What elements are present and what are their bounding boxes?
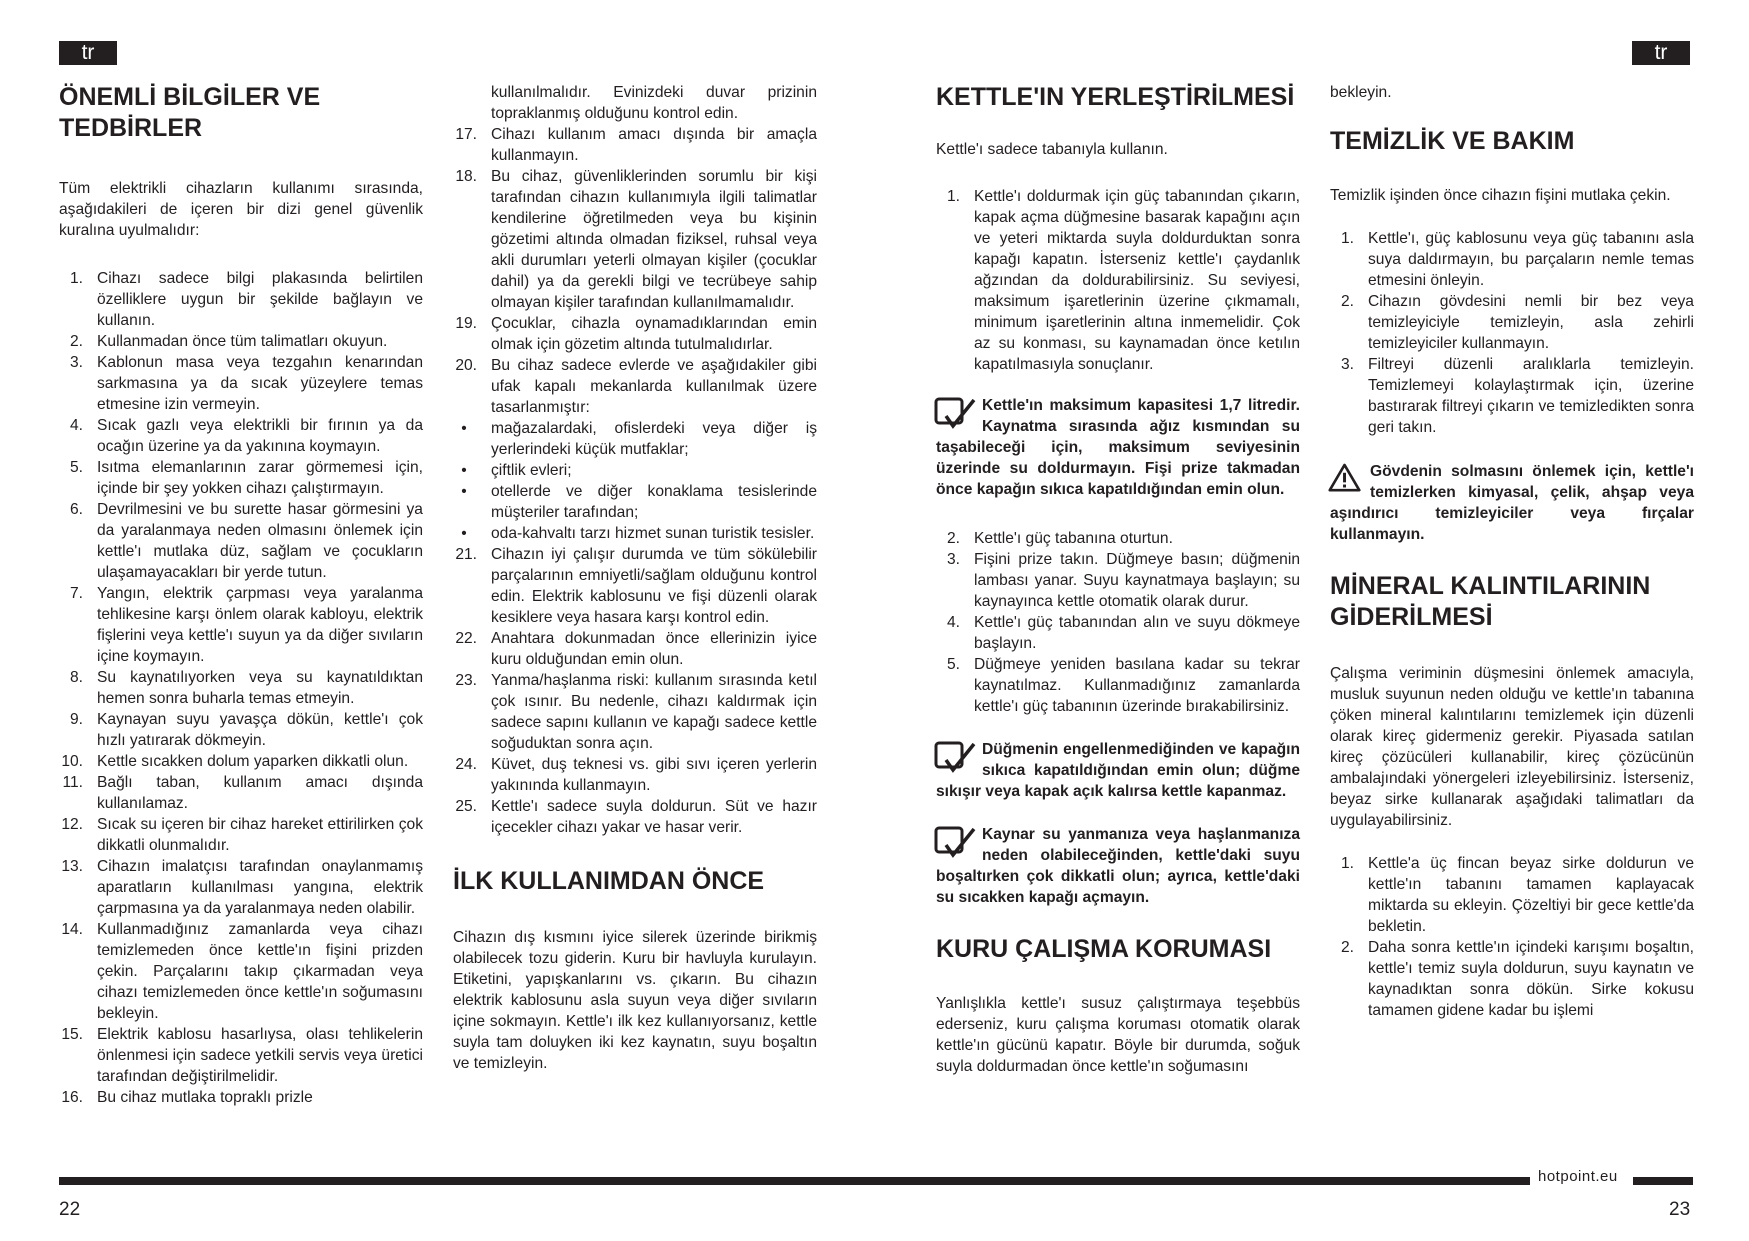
item-number: 19. xyxy=(455,315,477,332)
list-item xyxy=(59,583,423,667)
section-title-cleaning: TEMİZLİK VE BAKIM xyxy=(1330,127,1575,155)
list-item xyxy=(59,667,423,709)
list-item xyxy=(59,1024,423,1087)
item-text: Su kaynatılıyorken veya su kaynatıldıktan hemen sonra buharla temas etmeyin. xyxy=(97,669,423,707)
item-number: 4. xyxy=(69,417,83,434)
column-2 xyxy=(453,82,817,1096)
item-text: Çocuklar, cihazla oynamadıklarından emin olmak için gözetim altında tutulmalıdırlar. xyxy=(491,315,817,353)
safety-list xyxy=(59,268,423,1108)
page-number-right: 23 xyxy=(1669,1199,1691,1220)
list-item xyxy=(453,355,817,418)
item-text: Yangın, elektrik çarpması veya yaralanma tehlikesine karşı önlem olarak kabloyu, elektrik fişlerini veya kettle'ı suyun ya da diğer sıvıların içine koymayın. xyxy=(97,585,423,665)
item-number: 3. xyxy=(69,354,83,371)
item-number: 22. xyxy=(455,630,477,647)
list-item xyxy=(1330,853,1694,937)
list-item xyxy=(59,268,423,331)
list-item xyxy=(59,352,423,415)
language-tag-left: tr xyxy=(59,41,117,65)
list-item xyxy=(936,549,1300,612)
list-item xyxy=(1330,937,1694,1021)
list-item xyxy=(936,654,1300,717)
item-number: 23. xyxy=(455,672,477,689)
item-number: 3. xyxy=(946,551,960,568)
list-item xyxy=(936,186,1300,375)
operation-list xyxy=(936,528,1300,717)
placing-intro: Kettle'ı sadece tabanıyla kullanın. xyxy=(936,141,1168,158)
item-number: 5. xyxy=(946,656,960,673)
item-number: 7. xyxy=(69,585,83,602)
cleaning-intro: Temizlik işinden önce cihazın fişini mutlaka çekin. xyxy=(1330,187,1671,204)
item-text: Kettle sıcakken dolum yaparken dikkatli olun. xyxy=(97,753,409,770)
item-number: 14. xyxy=(61,921,83,938)
list-item xyxy=(59,1087,423,1108)
item-text: Cihazın imalatçısı tarafından onaylanmamış aparatların kullanılması yangına, elektrik çarpmasına ya da yaralanmaya neden olabilir. xyxy=(97,858,423,917)
list-item xyxy=(453,166,817,313)
item-number: 1. xyxy=(69,270,83,287)
item-number: 17. xyxy=(455,126,477,143)
descaling-list xyxy=(1330,853,1694,1021)
item-text: Düğmeye yeniden basılana kadar su tekrar kaynatılmaz. Kullanmadığınız zamanlarda kettle'ı güç tabanının üzerinde bırakabilirsiniz. xyxy=(974,656,1300,715)
item-number: 2. xyxy=(946,530,960,547)
item-number: 1. xyxy=(1340,230,1354,247)
list-item xyxy=(1330,228,1694,291)
list-item xyxy=(453,796,817,838)
item-number: 16. xyxy=(61,1089,83,1106)
item-number: 20. xyxy=(455,357,477,374)
website-label: hotpoint.eu xyxy=(1538,1168,1618,1185)
item-text: Yanma/haşlanma riski: kullanım sırasında ketıl çok ısınır. Bu nedenle, cihazı kaldırmak için sadece sapını kullanın ve kapağı sadece kettle soğuduktan sonra açın. xyxy=(491,672,817,752)
item-text: Bu cihaz, güvenliklerinden sorumlu bir kişi tarafından cihazın kullanımıyla ilgili talimatlar kendilerine öğretilmeden veya bu kişinin gözetimi altında olmadan fiziksel, ruhsal veya akli durumları yeterli olmayan kişiler (çocuklar dahil) ya da gerekli bilgi ve tecrübeye sahip olmayan kişiler tarafından kullanılmamalıdır. xyxy=(491,168,817,311)
list-item xyxy=(59,415,423,457)
item-number: 1. xyxy=(1340,855,1354,872)
list-item xyxy=(59,751,423,772)
language-tag-right: tr xyxy=(1632,41,1690,65)
note-max-capacity: Kettle'ın maksimum kapasitesi 1,7 litredir. Kaynatma sırasında ağız kısmından su taşabileceği için, maksimum seviyesinin üzerinde su doldurmayın. Fişi prize takmadan önce kapağın sıkıca kapatıldığından emin olun. xyxy=(936,397,1300,498)
bullet-item xyxy=(453,418,817,460)
item-text: mağazalardaki, ofislerdeki veya diğer iş yerlerindeki küçük mutfaklar; xyxy=(491,420,817,458)
section-title-important-info: ÖNEMLİ BİLGİLER VE TEDBİRLER xyxy=(59,83,321,142)
list-item xyxy=(59,814,423,856)
item-number: • xyxy=(461,483,467,500)
item-number: 15. xyxy=(61,1026,83,1043)
item-number: 2. xyxy=(1340,293,1354,310)
item-text: Isıtma elemanlarının zarar görmemesi için, içinde bir şey yokken cihazı çalıştırmayın. xyxy=(97,459,423,497)
item-number: • xyxy=(461,462,467,479)
list-item xyxy=(59,709,423,751)
warning-triangle-icon xyxy=(1328,462,1368,494)
checkbox-check-icon xyxy=(934,396,980,432)
list-item xyxy=(936,612,1300,654)
column-1 xyxy=(59,82,423,1130)
item-number: • xyxy=(461,525,467,542)
list-item xyxy=(453,544,817,628)
list-item xyxy=(1330,291,1694,354)
item-text: Kullanmadığınız zamanlarda veya cihazı temizlemeden önce kettle'ın fişini prizden çekin. Parçalarını takıp çıkarmadan veya cihazı temizlemeden önce kettle'ın soğumasını bekleyin. xyxy=(97,921,423,1022)
item-number: 9. xyxy=(69,711,83,728)
item-number: 25. xyxy=(455,798,477,815)
checkbox-check-icon xyxy=(934,740,980,776)
descaling-text: Çalışma veriminin düşmesini önlemek amacıyla, musluk suyunun neden olduğu ve kettle'ın tabanına çöken mineral kalıntılarını temizlemek için düzenli olarak kireç gidermeniz gerekir. Piyasada satılan kireç çözücüleri kullanabilir, kireç çözücünün ambalajındaki yönergeleri izleyebilirsiniz. İsterseniz, beyaz sirke kullanarak aşağıdaki talimatları da uygulayabilirsiniz. xyxy=(1330,665,1694,829)
list-item xyxy=(453,754,817,796)
list-item xyxy=(453,82,817,124)
list-item xyxy=(453,124,817,166)
page-number-left: 22 xyxy=(59,1199,81,1220)
item-text: Cihazın iyi çalışır durumda ve tüm sökülebilir parçalarının emniyetli/sağlam olduğunu kontrol edin. Elektrik kablosunu ve fişi düzenli olarak kesiklere veya hasara karşı kontrol edin. xyxy=(491,546,817,626)
list-item xyxy=(453,313,817,355)
list-item xyxy=(59,919,423,1024)
item-number: 12. xyxy=(61,816,83,833)
section-title-dry-run-protection: KURU ÇALIŞMA KORUMASI xyxy=(936,935,1272,963)
item-text: Cihazı sadece bilgi plakasında belirtilen özelliklere uygun bir şekilde bağlayın ve kullanın. xyxy=(97,270,423,329)
list-item xyxy=(59,772,423,814)
list-item xyxy=(453,670,817,754)
item-number: 4. xyxy=(946,614,960,631)
continued-text: bekleyin. xyxy=(1330,84,1392,101)
footer-rule-right xyxy=(1633,1177,1693,1185)
bullet-item xyxy=(453,460,817,481)
list-item xyxy=(1330,354,1694,438)
item-text: Küvet, duş teknesi vs. gibi sıvı içeren yerlerin yakınında kullanmayın. xyxy=(491,756,817,794)
placing-list xyxy=(936,186,1300,375)
item-number: 13. xyxy=(61,858,83,875)
item-text: Filtreyi düzenli aralıklarla temizleyin. Temizlemeyi kolaylaştırmak için, üzerine bastırarak filtreyi çıkarın ve temizledikten sonra geri takın. xyxy=(1368,356,1694,436)
safety-intro: Tüm elektrikli cihazların kullanımı sırasında, aşağıdakileri de içeren bir dizi genel güvenlik kuralına uyulmalıdır: xyxy=(59,180,423,239)
item-text: Kettle'ı güç tabanına oturtun. xyxy=(974,530,1173,547)
note-button: Düğmenin engellenmediğinden ve kapağın sıkıca kapatıldığından emin olun; düğme sıkışır veya kapak açık kalırsa kettle kapanmaz. xyxy=(936,741,1300,800)
item-text: otellerde ve diğer konaklama tesislerinde müşteriler tarafından; xyxy=(491,483,817,521)
section-title-placing-kettle: KETTLE'IN YERLEŞTİRİLMESİ xyxy=(936,83,1295,111)
item-number: 24. xyxy=(455,756,477,773)
note-burn-hazard: Kaynar su yanmanıza veya haşlanmanıza neden olabileceğinden, kettle'daki suyu boşaltırken çok dikkatli olun; ayrıca, kettle'daki su sıcakken kapağı açmayın. xyxy=(936,826,1300,906)
item-text: Bu cihaz sadece evlerde ve aşağıdakiler gibi ufak kapalı mekanlarda kullanılmak üzere tasarlanmıştır: xyxy=(491,357,817,416)
before-first-use-text: Cihazın dış kısmını iyice silerek üzerinde birikmiş olabilecek tozu giderin. Kuru bir havluyla kurulayın. Etiketini, yapışkanlarını vs. çıkarın. Bu cihazın elektrik kablosunu asla suyun veya diğer sıvıların içine sokmayın. Kettle'ı ilk kez kullanıyorsanız, kettle suyla tam doluyken iki kez kaynatın, suyu boşaltın ve temizleyin. xyxy=(453,929,817,1072)
column-4 xyxy=(1330,82,1694,1043)
safety-list-continued xyxy=(453,82,817,838)
item-number: 10. xyxy=(61,753,83,770)
item-text: Cihazın gövdesini nemli bir bez veya temizleyiciyle temizleyin, asla zehirli temizleyiciler kullanmayın. xyxy=(1368,293,1694,352)
item-text: Sıcak su içeren bir cihaz hareket ettirilirken çok dikkatli olunmalıdır. xyxy=(97,816,423,854)
item-text: Sıcak gazlı veya elektrikli bir fırının ya da ocağın üzerine ya da yakınına koymayın. xyxy=(97,417,423,455)
item-number: 3. xyxy=(1340,356,1354,373)
item-text: Bu cihaz mutlaka topraklı prizle xyxy=(97,1089,313,1106)
item-text: Anahtara dokunmadan önce ellerinizin iyice kuru olduğundan emin olun. xyxy=(491,630,817,668)
item-number: 8. xyxy=(69,669,83,686)
item-number: 6. xyxy=(69,501,83,518)
section-title-descaling: MİNERAL KALINTILARININ GİDERİLMESİ xyxy=(1330,572,1651,631)
item-text: Kablonun masa veya tezgahın kenarından sarkmasına ya da sıcak yüzeylere temas etmesine izin vermeyin. xyxy=(97,354,423,413)
item-text: Kettle'ı doldurmak için güç tabanından çıkarın, kapak açma düğmesine basarak kapağını açın ve yeteri miktarda suyla doldurduktan sonra kapağı kapatın. İsterseniz kettle'ı çaydanlık ağzından da doldurabilirsiniz. Su seviyesi, maksimum işaretlerinin üzerine çıkmamalı, minimum işaretlerinin altına inmemelidir. Çok az su konması, su kaynamadan önce ketılın kapatılmasıyla sonuçlanır. xyxy=(974,188,1300,373)
item-text: Daha sonra kettle'ın içindeki karışımı boşaltın, kettle'ı temiz suyla doldurun, suyu kaynatın ve kaynadıktan sonra dökün. Sirke kokusu tamamen gidene kadar bu işlemi xyxy=(1368,939,1694,1019)
item-text: çiftlik evleri; xyxy=(491,462,572,479)
list-item xyxy=(59,499,423,583)
item-number: • xyxy=(461,420,467,437)
item-text: Devrilmesini ve bu surette hasar görmesini ya da yaralanmaya neden olmasını önlemek için kettle'ı mutlaka düz, sağlam ve çocukların ulaşamayacakları bir yerde tutun. xyxy=(97,501,423,581)
list-item xyxy=(936,528,1300,549)
footer-rule-left xyxy=(59,1177,1530,1185)
item-number: 5. xyxy=(69,459,83,476)
item-number: 11. xyxy=(62,774,83,791)
list-item xyxy=(453,628,817,670)
column-3 xyxy=(936,82,1300,1099)
item-number: 18. xyxy=(455,168,477,185)
bullet-item xyxy=(453,481,817,523)
item-number: 21. xyxy=(455,546,477,563)
warning-note: Gövdenin solmasını önlemek için, kettle'ı temizlerken kimyasal, çelik, ahşap veya aşındırıcı temizleyiciler veya fırçalar kullanmayın. xyxy=(1330,463,1694,543)
item-text: Elektrik kablosu hasarlıysa, olası tehlikelerin önlenmesi için sadece yetkili servis veya üretici tarafından değiştirilmelidir. xyxy=(97,1026,423,1085)
item-text: Kettle'ı, güç kablosunu veya güç tabanını asla suya daldırmayın, bu parçaların nemle temas etmesini önleyin. xyxy=(1368,230,1694,289)
checkbox-check-icon xyxy=(934,825,980,861)
item-text: Kettle'ı sadece suyla doldurun. Süt ve hazır içecekler cihazı yakar ve hasar verir. xyxy=(491,798,817,836)
item-text: Cihazı kullanım amacı dışında bir amaçla kullanmayın. xyxy=(491,126,817,164)
item-number: 2. xyxy=(69,333,83,350)
item-text: kullanılmalıdır. Evinizdeki duvar prizinin topraklanmış olduğunu kontrol edin. xyxy=(491,84,817,122)
item-text: Fişini prize takın. Düğmeye basın; düğmenin lambası yanar. Suyu kaynatmaya başlayın; su kaynayınca kettle otomatik olarak durur. xyxy=(974,551,1300,610)
item-text: oda-kahvaltı tarzı hizmet sunan turistik tesisler. xyxy=(491,525,815,542)
item-number: 2. xyxy=(1340,939,1354,956)
dry-run-text: Yanlışlıkla kettle'ı susuz çalıştırmaya teşebbüs ederseniz, kuru çalışma koruması otomatik olarak kettle'ın gücünü kapatır. Böyle bir durumda, soğuk suyla doldurmadan önce kettle'ın soğumasını xyxy=(936,995,1300,1075)
list-item xyxy=(59,856,423,919)
section-title-before-first-use: İLK KULLANIMDAN ÖNCE xyxy=(453,867,765,895)
item-text: Kaynayan suyu yavaşça dökün, kettle'ı çok hızlı yatırarak dökmeyin. xyxy=(97,711,423,749)
list-item xyxy=(59,331,423,352)
cleaning-list xyxy=(1330,228,1694,438)
item-text: Kettle'a üç fincan beyaz sirke doldurun ve kettle'ın tabanını tamamen kaplayacak miktarda su ekleyin. Çözeltiyi bir gece kettle'da bekletin. xyxy=(1368,855,1694,935)
item-number: 1. xyxy=(946,188,960,205)
item-text: Kettle'ı güç tabanından alın ve suyu dökmeye başlayın. xyxy=(974,614,1300,652)
item-text: Kullanmadan önce tüm talimatları okuyun. xyxy=(97,333,388,350)
list-item xyxy=(59,457,423,499)
bullet-item xyxy=(453,523,817,544)
item-text: Bağlı taban, kullanım amacı dışında kullanılamaz. xyxy=(97,774,423,812)
